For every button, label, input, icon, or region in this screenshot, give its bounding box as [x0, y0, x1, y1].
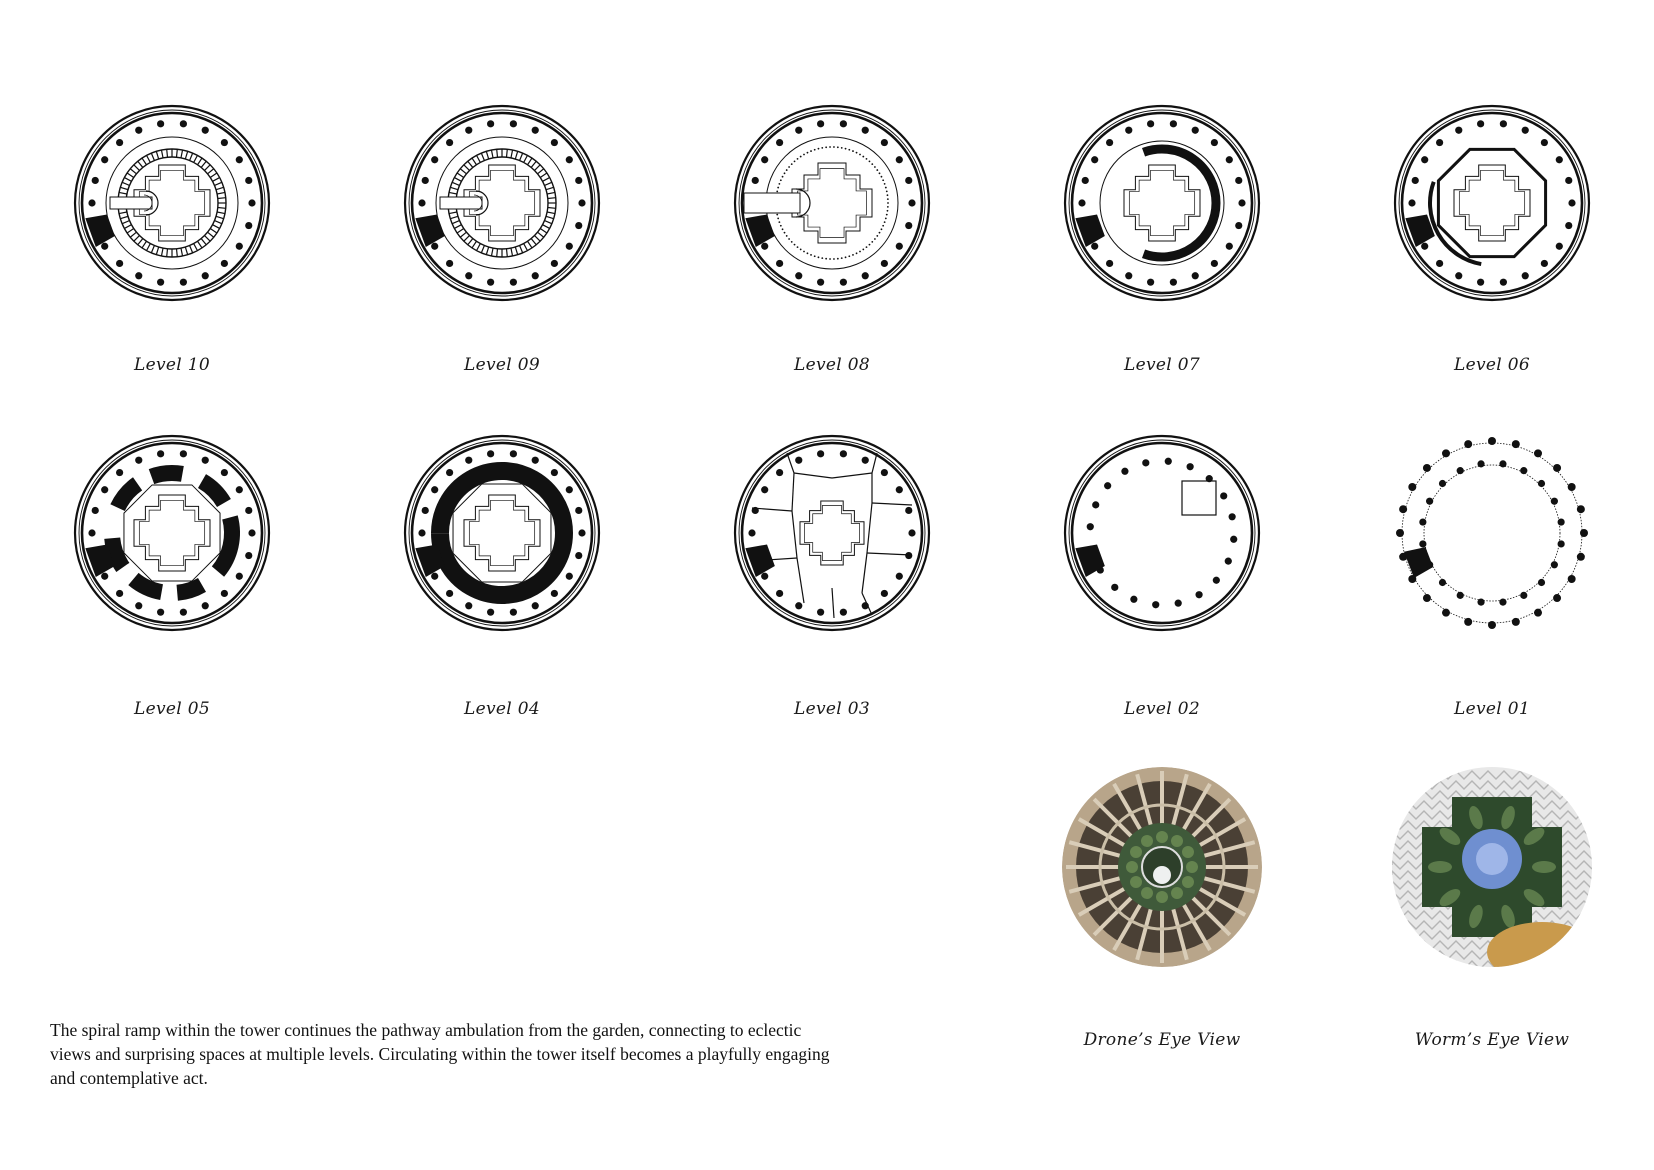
plan-level-09	[402, 103, 602, 303]
plan-drawing	[1062, 103, 1262, 303]
level-caption: Level 05	[134, 699, 210, 719]
plan-level-02	[1062, 433, 1262, 633]
view-caption: Drone’s Eye View	[1083, 1030, 1241, 1050]
worm-eye-view-image	[1392, 767, 1592, 967]
plan-drawing	[402, 433, 602, 633]
plan-level-04	[402, 433, 602, 633]
description-paragraph: The spiral ramp within the tower continues the pathway ambulation from the garden, connecting to eclectic views and surprising spaces at multiple levels. Circulating within the tower itself becomes a playfully engaging and contemplative act.	[50, 1020, 830, 1088]
level-caption: Level 10	[134, 355, 210, 375]
plan-drawing	[402, 103, 602, 303]
plan-drawing	[1392, 433, 1592, 633]
drone-eye-view-image	[1062, 767, 1262, 967]
plan-drawing	[72, 103, 272, 303]
level-caption: Level 07	[1124, 355, 1200, 375]
level-caption: Level 08	[794, 355, 870, 375]
plan-level-08	[732, 103, 932, 303]
level-caption: Level 06	[1454, 355, 1530, 375]
view-caption: Worm’s Eye View	[1414, 1030, 1570, 1050]
plan-level-03	[732, 433, 932, 633]
plan-level-06	[1392, 103, 1592, 303]
level-caption: Level 09	[464, 355, 540, 375]
plan-level-07	[1062, 103, 1262, 303]
plan-drawing	[72, 433, 272, 633]
level-caption: Level 04	[464, 699, 540, 719]
plan-drawing	[1062, 433, 1262, 633]
plan-drawing	[1392, 103, 1592, 303]
plan-level-10	[72, 103, 272, 303]
plan-drawing	[732, 103, 932, 303]
level-caption: Level 02	[1124, 699, 1200, 719]
plan-drawing	[732, 433, 932, 633]
level-caption: Level 01	[1454, 699, 1530, 719]
plan-level-01	[1392, 433, 1592, 633]
plan-level-05	[72, 433, 272, 633]
level-caption: Level 03	[794, 699, 870, 719]
